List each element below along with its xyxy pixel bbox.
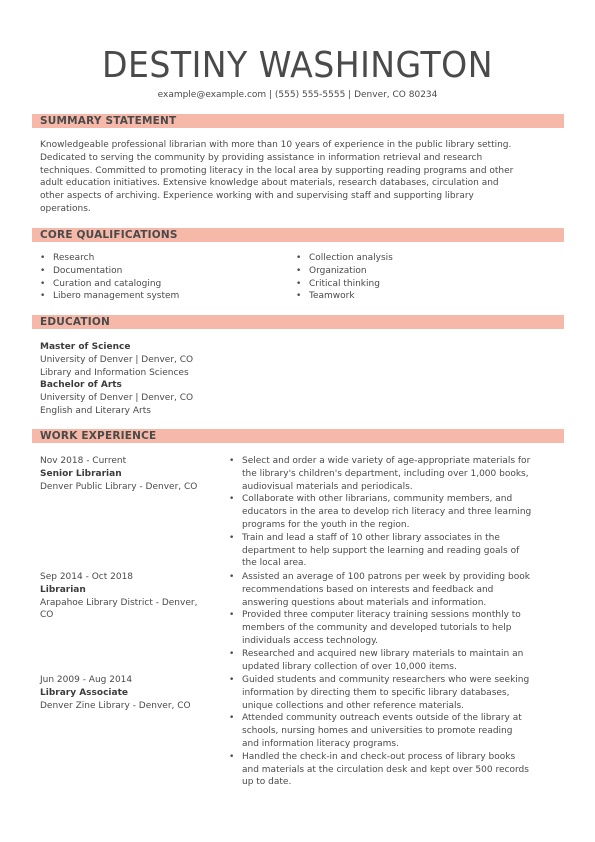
job-dates: Jun 2009 - Aug 2014 <box>40 675 133 685</box>
bullet-line: • Collaborate with other librarians, community members, and <box>242 494 513 505</box>
job-bullet <box>229 751 559 789</box>
job-dates: Nov 2018 - Current <box>40 456 127 466</box>
summary-line: Dedicated to serving the community by providing assistance in information retrieval and research <box>40 152 483 163</box>
bullet-line: recommendations based on interests and feedback and <box>242 584 494 595</box>
school-name: University of Denver | Denver, CO <box>40 354 194 365</box>
summary-line: other aspects of archiving. Experience working with and supervising staff and supporting library <box>40 191 474 202</box>
job-bullet <box>229 648 559 674</box>
section-header-work: WORK EXPERIENCE <box>32 429 564 443</box>
job-employer: Denver Zine Library - Denver, CO <box>40 700 191 711</box>
bullet-line: • Select and order a wide variety of age-appropriate materials for <box>242 456 531 466</box>
bullet-line: schools, nursing homes and universities to promote reading <box>242 726 513 737</box>
bullet-line: • Handled the check-in and check-out process of library books <box>242 751 516 762</box>
candidate-name: DESTINY WASHINGTON <box>102 45 493 86</box>
job-bullet <box>229 571 559 609</box>
job-bullet <box>229 609 559 647</box>
education-list <box>40 341 300 418</box>
job-bullet <box>229 532 559 570</box>
bullet-line: the local area. <box>242 558 307 569</box>
qualification-item: • Organization <box>296 265 536 278</box>
bullet-line: answering questions about materials and information. <box>242 597 487 608</box>
school-name: University of Denver | Denver, CO <box>40 393 194 404</box>
job-bullets <box>229 455 559 570</box>
section-header-education: EDUCATION <box>32 315 564 329</box>
bullet-line: and materials at the circulation desk and kept over 500 records <box>242 764 529 775</box>
bullet-line: updated library collection of over 10,000 items. <box>242 661 457 672</box>
bullet-line: programs for the youth in the region. <box>242 519 410 530</box>
job-employer: Arapahoe Library District - Denver, <box>40 597 198 608</box>
job-bullet <box>229 712 559 750</box>
degree-title: Bachelor of Arts <box>40 380 122 391</box>
job-title: Library Associate <box>40 687 128 698</box>
bullet-line: • Assisted an average of 100 patrons per week by providing book <box>242 572 530 582</box>
job-meta <box>40 571 215 622</box>
field-of-study: Library and Information Sciences <box>40 367 189 378</box>
summary-line: Knowledgeable professional librarian with more than 10 years of experience in the public library setting. <box>40 140 512 150</box>
bullet-line: • Attended community outreach events outside of the library at <box>242 713 522 724</box>
bullet-line: unique collections and other reference materials. <box>242 700 465 711</box>
bullet-line: department to help support the learning and reading goals of <box>242 545 520 556</box>
qualification-item: • Collection analysis <box>296 252 536 265</box>
job-title: Librarian <box>40 584 86 595</box>
bullet-line: the library's children's department, including over 1,000 books, <box>242 468 529 479</box>
job-meta <box>40 674 215 712</box>
qualifications-left <box>40 252 280 303</box>
job-bullet <box>229 493 559 531</box>
job-employer: Denver Public Library - Denver, CO <box>40 481 198 492</box>
bullet-line: • Provided three computer literacy training sessions monthly to <box>242 610 521 621</box>
qualification-item: • Research <box>40 252 280 265</box>
bullet-line: • Guided students and community researchers who were seeking <box>242 675 530 685</box>
contact-line: example@example.com | (555) 555-5555 | Denver, CO 80234 <box>157 90 438 100</box>
summary-line: adult education initiatives. Extensive knowledge about materials, research databases, circulation and <box>40 178 499 189</box>
job-bullet <box>229 455 559 493</box>
section-header-summary: SUMMARY STATEMENT <box>32 114 564 128</box>
bullet-line: audiovisual materials and periodicals. <box>242 481 413 492</box>
qualification-item: • Critical thinking <box>296 278 536 291</box>
summary-line: techniques. Committed to promoting literacy in the local area by supporting reading programs and other <box>40 165 514 176</box>
field-of-study: English and Literary Arts <box>40 405 151 416</box>
qualification-item: • Curation and cataloging <box>40 278 280 291</box>
qualification-item: • Documentation <box>40 265 280 278</box>
section-header-qualifications: CORE QUALIFICATIONS <box>32 228 564 242</box>
job-title: Senior Librarian <box>40 468 122 479</box>
bullet-line: information by directing them to specific library databases, <box>242 687 510 698</box>
job-dates: Sep 2014 - Oct 2018 <box>40 572 134 582</box>
job-bullets <box>229 571 559 673</box>
bullet-line: • Train and lead a staff of 10 other library associates in the <box>242 532 500 543</box>
degree-title: Master of Science <box>40 342 131 352</box>
job-meta <box>40 455 215 493</box>
job-bullet <box>229 674 559 712</box>
qualification-item: • Teamwork <box>296 290 536 303</box>
qualifications-right <box>296 252 536 303</box>
qualification-item: • Libero management system <box>40 290 280 303</box>
summary-line: operations. <box>40 203 91 214</box>
bullet-line: up to date. <box>242 777 292 788</box>
job-bullets <box>229 674 559 789</box>
summary-text <box>40 139 560 216</box>
job-employer: CO <box>40 610 54 621</box>
bullet-line: • Researched and acquired new library materials to maintain an <box>242 648 524 659</box>
bullet-line: educators in the area to develop rich literacy and three learning <box>242 507 532 518</box>
bullet-line: and information literacy programs. <box>242 738 399 749</box>
bullet-line: individuals access technology. <box>242 635 378 646</box>
bullet-line: members of the community and developed tutorials to help <box>242 623 512 634</box>
